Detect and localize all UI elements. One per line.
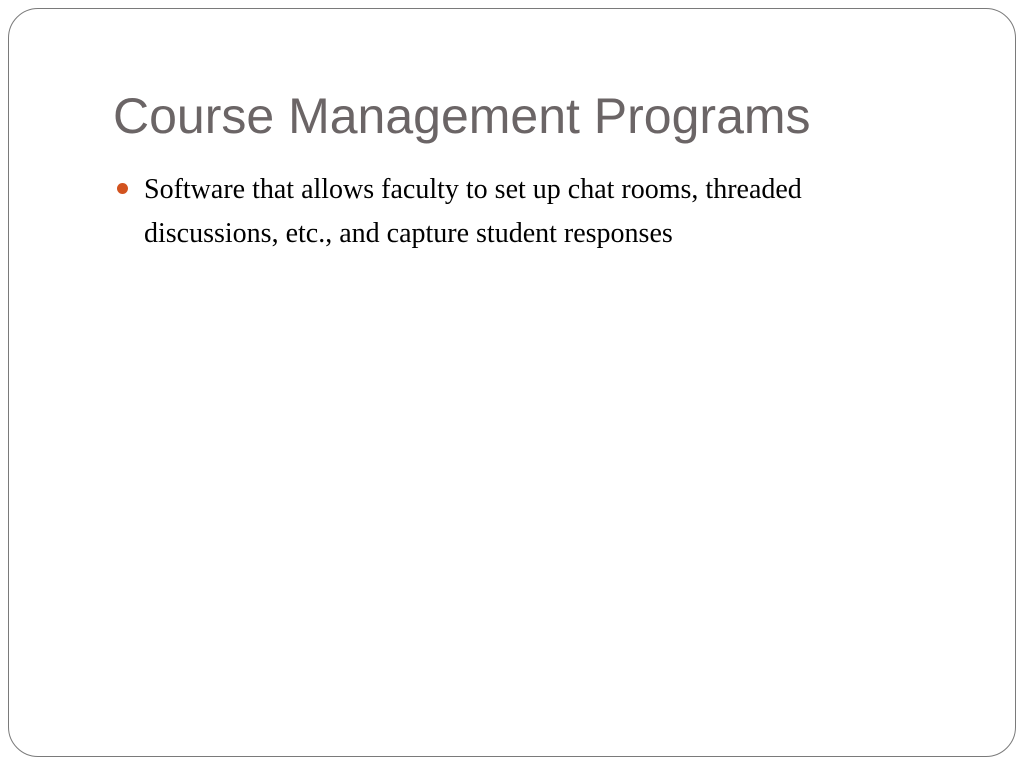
bullet-marker-icon bbox=[117, 183, 128, 194]
bullet-list bbox=[113, 168, 933, 256]
bullet-item bbox=[113, 168, 933, 256]
slide-title: Course Management Programs bbox=[113, 88, 811, 144]
bullet-text: Software that allows faculty to set up chat rooms, threaded discussions, etc., and capture student responses bbox=[144, 174, 802, 249]
